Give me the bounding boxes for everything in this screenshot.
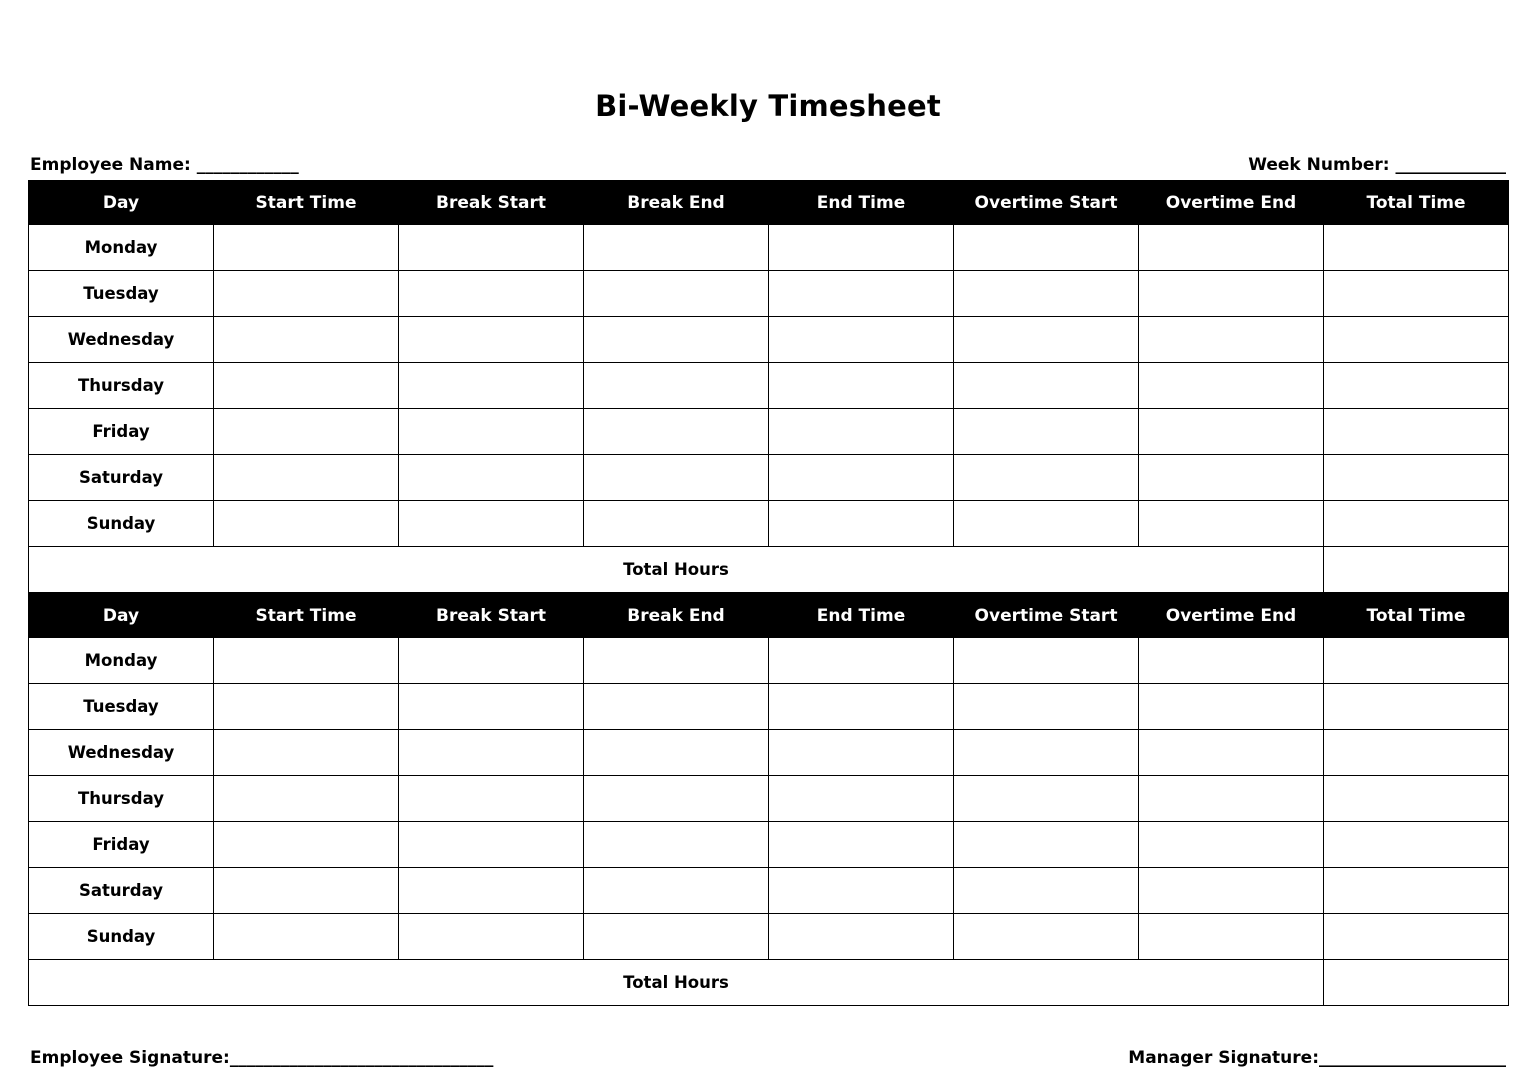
manager-signature-field[interactable]: Manager Signature:______________________ — [1128, 1048, 1506, 1068]
cell-total-time[interactable] — [1324, 638, 1509, 684]
table-row — [29, 409, 1509, 455]
cell-break-start[interactable] — [399, 638, 584, 684]
cell-break-end[interactable] — [584, 363, 769, 409]
total-hours-label: Total Hours — [29, 547, 1324, 593]
row-label-friday: Friday — [29, 409, 214, 455]
cell-start-time[interactable] — [214, 501, 399, 547]
cell-overtime-end[interactable] — [1139, 501, 1324, 547]
cell-break-start[interactable] — [399, 409, 584, 455]
column-header-end-time: End Time — [769, 181, 954, 225]
cell-break-start[interactable] — [399, 684, 584, 730]
cell-overtime-start[interactable] — [954, 730, 1139, 776]
cell-overtime-start[interactable] — [954, 225, 1139, 271]
table-row — [29, 455, 1509, 501]
cell-start-time[interactable] — [214, 638, 399, 684]
cell-end-time[interactable] — [769, 409, 954, 455]
table-row — [29, 730, 1509, 776]
column-header-day: Day — [29, 594, 214, 638]
cell-overtime-start[interactable] — [954, 868, 1139, 914]
row-label-sunday: Sunday — [29, 501, 214, 547]
cell-break-start[interactable] — [399, 363, 584, 409]
cell-end-time[interactable] — [769, 271, 954, 317]
week-one-table — [28, 180, 1509, 593]
cell-break-start[interactable] — [399, 868, 584, 914]
cell-overtime-start[interactable] — [954, 363, 1139, 409]
meta-row — [28, 155, 1508, 175]
cell-overtime-start[interactable] — [954, 501, 1139, 547]
column-header-end-time: End Time — [769, 594, 954, 638]
cell-total-time[interactable] — [1324, 730, 1509, 776]
column-header-start-time: Start Time — [214, 594, 399, 638]
cell-overtime-start[interactable] — [954, 409, 1139, 455]
cell-overtime-end[interactable] — [1139, 271, 1324, 317]
cell-start-time[interactable] — [214, 684, 399, 730]
cell-break-end[interactable] — [584, 776, 769, 822]
cell-overtime-start[interactable] — [954, 822, 1139, 868]
total-hours-value[interactable] — [1324, 960, 1509, 1006]
cell-start-time[interactable] — [214, 914, 399, 960]
cell-total-time[interactable] — [1324, 501, 1509, 547]
column-header-start-time: Start Time — [214, 181, 399, 225]
cell-overtime-end[interactable] — [1139, 225, 1324, 271]
cell-end-time[interactable] — [769, 363, 954, 409]
cell-overtime-end[interactable] — [1139, 317, 1324, 363]
table-row — [29, 271, 1509, 317]
cell-break-end[interactable] — [584, 317, 769, 363]
cell-total-time[interactable] — [1324, 271, 1509, 317]
cell-break-end[interactable] — [584, 501, 769, 547]
cell-overtime-end[interactable] — [1139, 638, 1324, 684]
cell-break-start[interactable] — [399, 271, 584, 317]
row-label-saturday: Saturday — [29, 455, 214, 501]
cell-end-time[interactable] — [769, 776, 954, 822]
cell-end-time[interactable] — [769, 822, 954, 868]
cell-overtime-end[interactable] — [1139, 822, 1324, 868]
cell-overtime-end[interactable] — [1139, 409, 1324, 455]
cell-start-time[interactable] — [214, 271, 399, 317]
cell-start-time[interactable] — [214, 409, 399, 455]
column-header-day: Day — [29, 181, 214, 225]
cell-end-time[interactable] — [769, 317, 954, 363]
cell-total-time[interactable] — [1324, 684, 1509, 730]
cell-total-time[interactable] — [1324, 822, 1509, 868]
cell-break-start[interactable] — [399, 914, 584, 960]
cell-total-time[interactable] — [1324, 363, 1509, 409]
cell-end-time[interactable] — [769, 501, 954, 547]
cell-overtime-end[interactable] — [1139, 684, 1324, 730]
cell-end-time[interactable] — [769, 684, 954, 730]
total-hours-label: Total Hours — [29, 960, 1324, 1006]
cell-break-start[interactable] — [399, 730, 584, 776]
cell-break-start[interactable] — [399, 455, 584, 501]
cell-break-start[interactable] — [399, 776, 584, 822]
cell-overtime-start[interactable] — [954, 776, 1139, 822]
cell-total-time[interactable] — [1324, 776, 1509, 822]
cell-overtime-start[interactable] — [954, 914, 1139, 960]
table-row — [29, 868, 1509, 914]
cell-break-end[interactable] — [584, 684, 769, 730]
column-header-break-end: Break End — [584, 594, 769, 638]
table-row — [29, 638, 1509, 684]
table-row — [29, 684, 1509, 730]
cell-end-time[interactable] — [769, 868, 954, 914]
cell-break-end[interactable] — [584, 868, 769, 914]
cell-end-time[interactable] — [769, 638, 954, 684]
column-header-overtime-start: Overtime Start — [954, 181, 1139, 225]
week-two-total-row — [29, 960, 1509, 1006]
row-label-saturday: Saturday — [29, 868, 214, 914]
row-label-wednesday: Wednesday — [29, 730, 214, 776]
cell-total-time[interactable] — [1324, 317, 1509, 363]
row-label-thursday: Thursday — [29, 363, 214, 409]
cell-break-start[interactable] — [399, 225, 584, 271]
cell-total-time[interactable] — [1324, 225, 1509, 271]
table-row — [29, 225, 1509, 271]
cell-overtime-end[interactable] — [1139, 776, 1324, 822]
cell-break-end[interactable] — [584, 730, 769, 776]
cell-overtime-start[interactable] — [954, 638, 1139, 684]
table-row — [29, 914, 1509, 960]
cell-overtime-end[interactable] — [1139, 868, 1324, 914]
column-header-total-time: Total Time — [1324, 181, 1509, 225]
cell-break-end[interactable] — [584, 225, 769, 271]
cell-overtime-start[interactable] — [954, 455, 1139, 501]
page-title: Bi-Weekly Timesheet — [595, 89, 941, 123]
cell-break-start[interactable] — [399, 317, 584, 363]
table-row — [29, 317, 1509, 363]
column-header-break-end: Break End — [584, 181, 769, 225]
cell-break-end[interactable] — [584, 822, 769, 868]
cell-start-time[interactable] — [214, 455, 399, 501]
cell-break-end[interactable] — [584, 638, 769, 684]
cell-break-end[interactable] — [584, 914, 769, 960]
cell-overtime-start[interactable] — [954, 684, 1139, 730]
cell-break-start[interactable] — [399, 822, 584, 868]
cell-overtime-end[interactable] — [1139, 363, 1324, 409]
cell-total-time[interactable] — [1324, 914, 1509, 960]
row-label-tuesday: Tuesday — [29, 271, 214, 317]
cell-total-time[interactable] — [1324, 455, 1509, 501]
cell-break-end[interactable] — [584, 409, 769, 455]
table-row — [29, 501, 1509, 547]
cell-start-time[interactable] — [214, 730, 399, 776]
cell-overtime-end[interactable] — [1139, 455, 1324, 501]
cell-total-time[interactable] — [1324, 409, 1509, 455]
column-header-total-time: Total Time — [1324, 594, 1509, 638]
total-hours-value[interactable] — [1324, 547, 1509, 593]
cell-start-time[interactable] — [214, 363, 399, 409]
cell-break-end[interactable] — [584, 271, 769, 317]
cell-overtime-end[interactable] — [1139, 730, 1324, 776]
row-label-monday: Monday — [29, 225, 214, 271]
cell-start-time[interactable] — [214, 868, 399, 914]
column-header-overtime-start: Overtime Start — [954, 594, 1139, 638]
week-two-table — [28, 593, 1509, 1006]
cell-break-end[interactable] — [584, 455, 769, 501]
cell-end-time[interactable] — [769, 225, 954, 271]
cell-start-time[interactable] — [214, 776, 399, 822]
week-two-header-row — [29, 594, 1509, 638]
row-label-wednesday: Wednesday — [29, 317, 214, 363]
column-header-overtime-end: Overtime End — [1139, 181, 1324, 225]
cell-overtime-end[interactable] — [1139, 914, 1324, 960]
cell-start-time[interactable] — [214, 225, 399, 271]
employee-name-field-label[interactable]: Employee Name: ____________ — [30, 155, 299, 175]
table-row — [29, 363, 1509, 409]
week-one-header-row — [29, 181, 1509, 225]
employee-signature-field[interactable]: Employee Signature:_______________________________ — [30, 1048, 494, 1068]
column-header-break-start: Break Start — [399, 181, 584, 225]
cell-start-time[interactable] — [214, 822, 399, 868]
row-label-tuesday: Tuesday — [29, 684, 214, 730]
column-header-overtime-end: Overtime End — [1139, 594, 1324, 638]
cell-end-time[interactable] — [769, 730, 954, 776]
row-label-friday: Friday — [29, 822, 214, 868]
signature-row — [28, 1048, 1508, 1068]
cell-end-time[interactable] — [769, 455, 954, 501]
row-label-monday: Monday — [29, 638, 214, 684]
table-row — [29, 776, 1509, 822]
week-one-total-row — [29, 547, 1509, 593]
row-label-thursday: Thursday — [29, 776, 214, 822]
row-label-sunday: Sunday — [29, 914, 214, 960]
cell-total-time[interactable] — [1324, 868, 1509, 914]
cell-overtime-start[interactable] — [954, 317, 1139, 363]
column-header-break-start: Break Start — [399, 594, 584, 638]
week-number-field-label[interactable]: Week Number: _____________ — [1248, 155, 1506, 175]
cell-break-start[interactable] — [399, 501, 584, 547]
cell-end-time[interactable] — [769, 914, 954, 960]
cell-start-time[interactable] — [214, 317, 399, 363]
cell-overtime-start[interactable] — [954, 271, 1139, 317]
table-row — [29, 822, 1509, 868]
